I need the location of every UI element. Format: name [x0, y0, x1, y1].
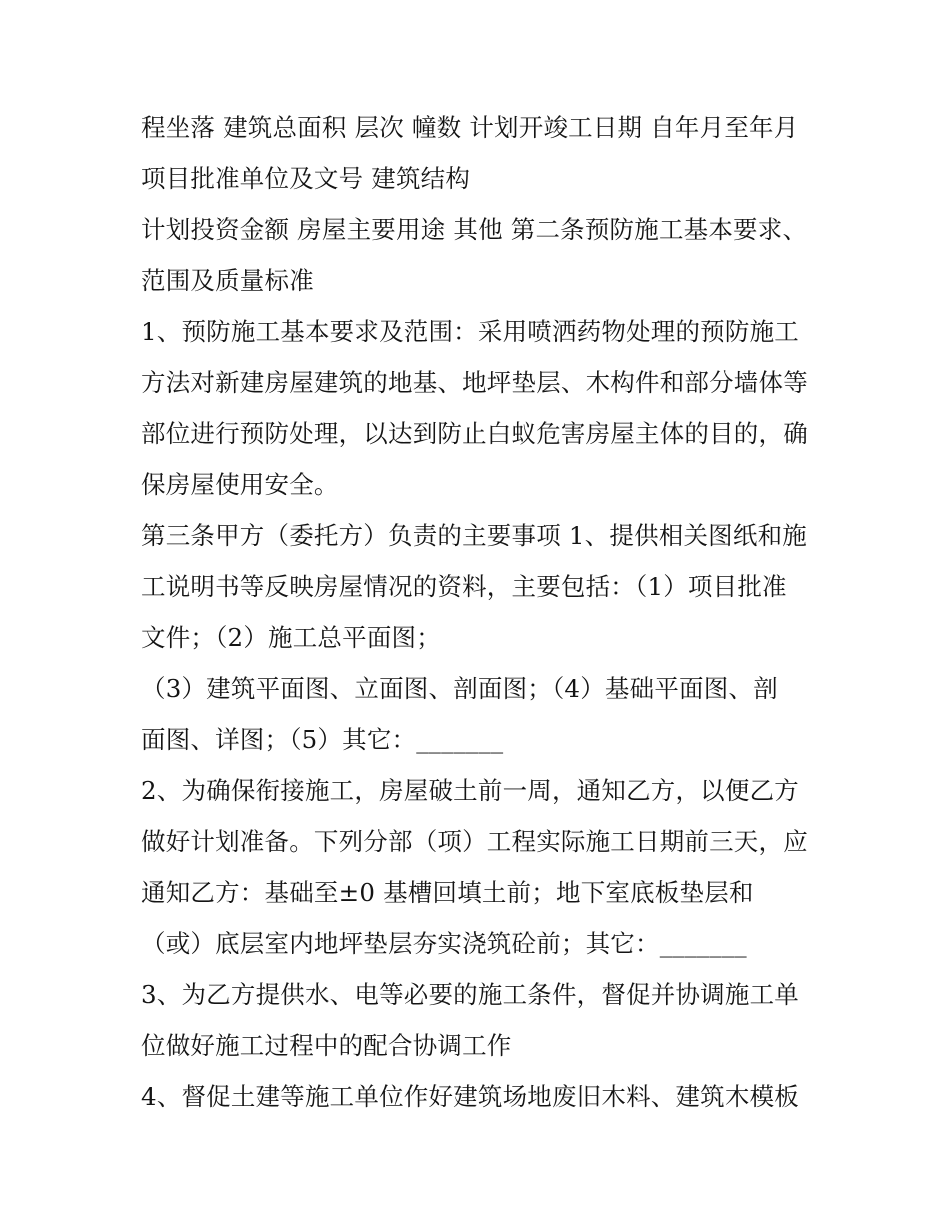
text-line: 做好计划准备。下列分部（项）工程实际施工日期前三天，应	[141, 827, 808, 856]
text-line: 计划投资金额 房屋主要用途 其他 第二条预防施工基本要求、	[141, 215, 808, 244]
text-line: 文件；（2）施工总平面图；	[141, 623, 441, 652]
text-line: （3）建筑平面图、立面图、剖面图；（4）基础平面图、剖	[141, 674, 778, 703]
text-line: 2、为确保衔接施工，房屋破土前一周，通知乙方，以便乙方	[141, 776, 799, 805]
text-line: 部位进行预防处理，以达到防止白蚁危害房屋主体的目的，确	[141, 419, 808, 448]
text-line: 范围及质量标准	[141, 266, 314, 295]
text-line: 3、为乙方提供水、电等必要的施工条件，督促并协调施工单	[141, 980, 799, 1009]
text-line: （或）底层室内地坪垫层夯实浇筑砼前；其它：_______	[141, 929, 747, 958]
text-line: 保房屋使用安全。	[141, 470, 339, 499]
text-line: 第三条甲方（委托方）负责的主要事项 1、提供相关图纸和施	[141, 521, 807, 550]
text-line: 面图、详图；（5）其它：_______	[141, 725, 504, 754]
text-line: 1、预防施工基本要求及范围：采用喷洒药物处理的预防施工	[141, 317, 799, 346]
text-line: 4、督促土建等施工单位作好建筑场地废旧木料、建筑木模板	[141, 1082, 799, 1111]
text-line: 工说明书等反映房屋情况的资料，主要包括：（1）项目批准	[141, 572, 787, 601]
text-line: 位做好施工过程中的配合协调工作	[141, 1031, 512, 1060]
text-line: 通知乙方：基础至±0 基槽回填土前；地下室底板垫层和	[141, 878, 754, 907]
text-line: 程坐落 建筑总面积 层次 幢数 计划开竣工日期 自年月至年月	[141, 113, 799, 142]
text-line: 项目批准单位及文号 建筑结构	[141, 164, 471, 193]
text-line: 方法对新建房屋建筑的地基、地坪垫层、木构件和部分墙体等	[141, 368, 808, 397]
